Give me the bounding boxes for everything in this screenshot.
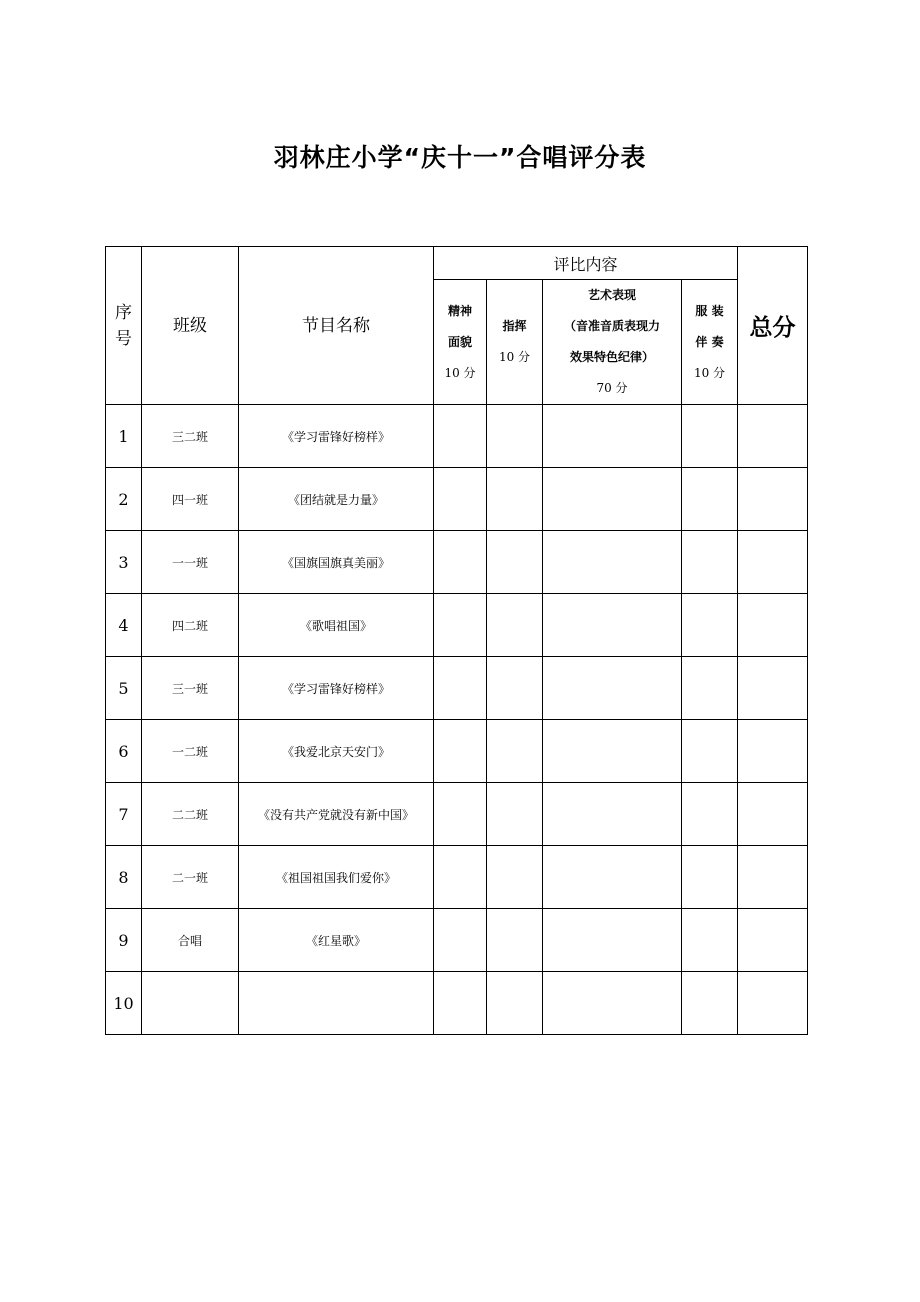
score-spirit-cell[interactable]	[434, 972, 487, 1035]
row-number: 8	[106, 846, 142, 909]
score-conductor-cell[interactable]	[487, 657, 543, 720]
score-total-cell[interactable]	[738, 846, 808, 909]
page-title: 羽林庄小学“庆十一”合唱评分表	[273, 143, 647, 172]
header-art	[543, 280, 682, 405]
header-evaluation-group: 评比内容	[434, 247, 738, 280]
score-spirit-cell[interactable]	[434, 720, 487, 783]
score-costume-cell[interactable]	[682, 846, 738, 909]
table-row	[106, 972, 808, 1035]
score-spirit-cell[interactable]	[434, 783, 487, 846]
score-table	[105, 246, 808, 1035]
header-program: 节目名称	[239, 247, 434, 405]
header-conductor	[487, 280, 543, 405]
header-art-line2: （音准音质表现力	[563, 319, 660, 333]
score-total-cell[interactable]	[738, 972, 808, 1035]
table-row	[106, 594, 808, 657]
score-spirit-cell[interactable]	[434, 468, 487, 531]
score-total-cell[interactable]	[738, 783, 808, 846]
score-conductor-cell[interactable]	[487, 594, 543, 657]
score-art-cell[interactable]	[543, 720, 682, 783]
header-spirit	[434, 280, 487, 405]
score-total-cell[interactable]	[738, 657, 808, 720]
header-spirit-line1: 精神	[447, 303, 472, 318]
header-costume-line2: 伴 奏	[695, 334, 724, 349]
score-total-cell[interactable]	[738, 909, 808, 972]
row-program: 《红星歌》	[239, 909, 434, 972]
row-program: 《学习雷锋好榜样》	[239, 657, 434, 720]
header-index-line2: 号	[115, 328, 132, 349]
score-total-cell[interactable]	[738, 594, 808, 657]
score-costume-cell[interactable]	[682, 783, 738, 846]
row-class: 四一班	[142, 468, 239, 531]
header-index-line1: 序	[115, 302, 132, 323]
score-total-cell[interactable]	[738, 468, 808, 531]
row-class: 四二班	[142, 594, 239, 657]
header-spirit-line2: 面貌	[447, 334, 472, 349]
row-program: 《没有共产党就没有新中国》	[239, 783, 434, 846]
row-program: 《祖国祖国我们爱你》	[239, 846, 434, 909]
score-art-cell[interactable]	[543, 972, 682, 1035]
row-program: 《国旗国旗真美丽》	[239, 531, 434, 594]
score-spirit-cell[interactable]	[434, 405, 487, 468]
score-art-cell[interactable]	[543, 531, 682, 594]
row-class: 三二班	[142, 405, 239, 468]
score-spirit-cell[interactable]	[434, 657, 487, 720]
row-class: 合唱	[142, 909, 239, 972]
score-costume-cell[interactable]	[682, 468, 738, 531]
score-costume-cell[interactable]	[682, 972, 738, 1035]
row-class: 一一班	[142, 531, 239, 594]
header-costume-points: 10 分	[693, 365, 726, 380]
table-row	[106, 468, 808, 531]
row-number: 5	[106, 657, 142, 720]
score-costume-cell[interactable]	[682, 909, 738, 972]
score-conductor-cell[interactable]	[487, 720, 543, 783]
row-class[interactable]	[142, 972, 239, 1035]
score-art-cell[interactable]	[543, 594, 682, 657]
score-art-cell[interactable]	[543, 405, 682, 468]
header-total: 总分	[738, 247, 808, 405]
table-row	[106, 783, 808, 846]
row-number: 10	[106, 972, 142, 1035]
score-total-cell[interactable]	[738, 720, 808, 783]
score-conductor-cell[interactable]	[487, 846, 543, 909]
row-number: 7	[106, 783, 142, 846]
row-program: 《学习雷锋好榜样》	[239, 405, 434, 468]
score-costume-cell[interactable]	[682, 405, 738, 468]
table-row	[106, 657, 808, 720]
header-costume-line1: 服 装	[695, 303, 724, 318]
row-number: 4	[106, 594, 142, 657]
table-row	[106, 846, 808, 909]
score-conductor-cell[interactable]	[487, 468, 543, 531]
score-total-cell[interactable]	[738, 405, 808, 468]
row-program[interactable]	[239, 972, 434, 1035]
header-art-line3: 效果特色纪律）	[569, 350, 654, 364]
header-spirit-points: 10 分	[444, 365, 476, 380]
row-number: 1	[106, 405, 142, 468]
score-art-cell[interactable]	[543, 657, 682, 720]
table-row	[106, 531, 808, 594]
row-class: 二二班	[142, 783, 239, 846]
header-row-1	[106, 247, 808, 280]
header-conductor-line1: 指挥	[502, 319, 527, 333]
score-spirit-cell[interactable]	[434, 594, 487, 657]
row-program: 《团结就是力量》	[239, 468, 434, 531]
score-costume-cell[interactable]	[682, 531, 738, 594]
table-row	[106, 909, 808, 972]
header-art-points: 70 分	[596, 381, 628, 395]
row-class: 二一班	[142, 846, 239, 909]
score-costume-cell[interactable]	[682, 720, 738, 783]
score-spirit-cell[interactable]	[434, 909, 487, 972]
header-art-line1: 艺术表现	[587, 288, 636, 302]
score-conductor-cell[interactable]	[487, 909, 543, 972]
row-number: 9	[106, 909, 142, 972]
header-costume	[682, 280, 738, 405]
score-conductor-cell[interactable]	[487, 405, 543, 468]
score-spirit-cell[interactable]	[434, 531, 487, 594]
score-art-cell[interactable]	[543, 783, 682, 846]
score-art-cell[interactable]	[543, 909, 682, 972]
table-row	[106, 405, 808, 468]
row-program: 《歌唱祖国》	[239, 594, 434, 657]
score-conductor-cell[interactable]	[487, 783, 543, 846]
row-number: 2	[106, 468, 142, 531]
row-program: 《我爱北京天安门》	[239, 720, 434, 783]
row-number: 3	[106, 531, 142, 594]
table-row	[106, 720, 808, 783]
score-costume-cell[interactable]	[682, 657, 738, 720]
score-conductor-cell[interactable]	[487, 972, 543, 1035]
row-class: 一二班	[142, 720, 239, 783]
row-number: 6	[106, 720, 142, 783]
row-class: 三一班	[142, 657, 239, 720]
header-index	[106, 247, 142, 405]
score-art-cell[interactable]	[543, 846, 682, 909]
score-conductor-cell[interactable]	[487, 531, 543, 594]
score-total-cell[interactable]	[738, 531, 808, 594]
header-conductor-points: 10 分	[498, 350, 531, 364]
header-class: 班级	[142, 247, 239, 405]
score-costume-cell[interactable]	[682, 594, 738, 657]
score-art-cell[interactable]	[543, 468, 682, 531]
score-spirit-cell[interactable]	[434, 846, 487, 909]
